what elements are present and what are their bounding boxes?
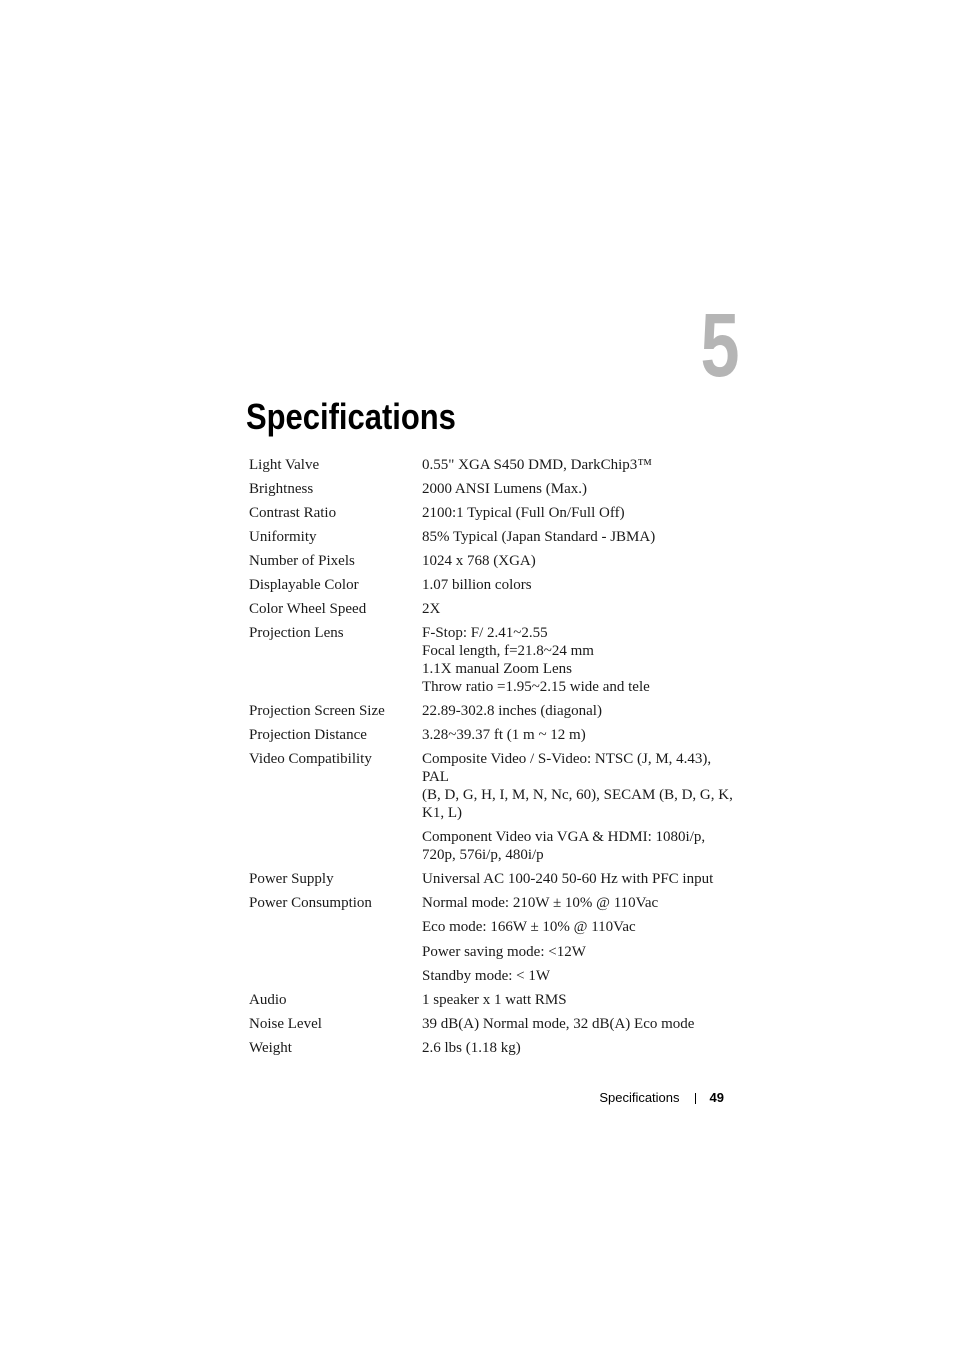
spec-value: Normal mode: 210W ± 10% @ 110Vac <box>422 895 659 911</box>
spec-values <box>422 456 739 474</box>
spec-label: Power Consumption <box>249 895 372 911</box>
spec-value: 2100:1 Typical (Full On/Full Off) <box>422 505 625 521</box>
spec-value: Composite Video / S-Video: NTSC (J, M, 4.43), PAL <box>422 751 712 785</box>
spec-values <box>422 894 739 985</box>
spec-value: 1 speaker x 1 watt RMS <box>422 992 567 1008</box>
spec-values <box>422 624 739 696</box>
footer-page-number: 49 <box>709 1090 724 1105</box>
spec-values <box>422 504 739 522</box>
spec-values <box>422 1039 739 1057</box>
spec-value: 85% Typical (Japan Standard - JBMA) <box>422 529 656 545</box>
spec-values <box>422 702 739 720</box>
spec-value: Component Video via VGA & HDMI: 1080i/p, <box>422 829 706 845</box>
spec-values <box>422 600 739 618</box>
spec-row-color-wheel-speed <box>249 600 739 618</box>
spec-value: 22.89-302.8 inches (diagonal) <box>422 703 602 719</box>
spec-row-audio <box>249 991 739 1009</box>
spec-row-weight <box>249 1039 739 1057</box>
spec-label: Displayable Color <box>249 577 359 593</box>
spec-values <box>422 870 739 888</box>
spec-value: Focal length, f=21.8~24 mm <box>422 643 594 659</box>
spec-value: Eco mode: 166W ± 10% @ 110Vac <box>422 919 636 935</box>
spec-value: 2000 ANSI Lumens (Max.) <box>422 481 587 497</box>
spec-values <box>422 576 739 594</box>
spec-value: (B, D, G, H, I, M, N, Nc, 60), SECAM (B, D, G, K, <box>422 787 733 803</box>
spec-label: Audio <box>249 992 287 1008</box>
spec-value: 1.07 billion colors <box>422 577 532 593</box>
spec-label: Projection Lens <box>249 625 344 641</box>
spec-row-projection-distance <box>249 726 739 744</box>
spec-value: F-Stop: F/ 2.41~2.55 <box>422 625 548 641</box>
spec-table <box>249 456 739 1063</box>
spec-value: 0.55" XGA S450 DMD, DarkChip3™ <box>422 457 652 473</box>
spec-label: Projection Distance <box>249 727 367 743</box>
spec-label: Uniformity <box>249 529 317 545</box>
spec-value: Power saving mode: <12W <box>422 944 586 960</box>
page-footer <box>599 1088 724 1108</box>
spec-value: 2X <box>422 601 441 617</box>
spec-row-power-consumption <box>249 894 739 985</box>
spec-value: 720p, 576i/p, 480i/p <box>422 847 544 863</box>
spec-row-brightness <box>249 480 739 498</box>
spec-label: Contrast Ratio <box>249 505 337 521</box>
spec-values <box>422 726 739 744</box>
spec-value: Throw ratio =1.95~2.15 wide and tele <box>422 679 650 695</box>
spec-value: 39 dB(A) Normal mode, 32 dB(A) Eco mode <box>422 1016 695 1032</box>
footer-divider <box>695 1093 696 1104</box>
spec-values <box>422 1015 739 1033</box>
spec-values <box>422 750 739 864</box>
spec-row-noise-level <box>249 1015 739 1033</box>
spec-value: K1, L) <box>422 805 462 821</box>
spec-values <box>422 480 739 498</box>
spec-label: Noise Level <box>249 1016 322 1032</box>
spec-value: 1.1X manual Zoom Lens <box>422 661 572 677</box>
spec-label: Light Valve <box>249 457 320 473</box>
spec-row-number-of-pixels <box>249 552 739 570</box>
spec-label: Number of Pixels <box>249 553 355 569</box>
footer-section-title: Specifications <box>599 1090 680 1105</box>
spec-row-uniformity <box>249 528 739 546</box>
spec-label: Projection Screen Size <box>249 703 385 719</box>
spec-row-projection-lens <box>249 624 739 696</box>
spec-value: 2.6 lbs (1.18 kg) <box>422 1040 521 1056</box>
spec-row-projection-screen-size <box>249 702 739 720</box>
chapter-number: 5 <box>700 296 738 396</box>
spec-value: Standby mode: < 1W <box>422 968 551 984</box>
spec-values <box>422 528 739 546</box>
spec-label: Weight <box>249 1040 292 1056</box>
spec-label: Power Supply <box>249 871 334 887</box>
spec-row-displayable-color <box>249 576 739 594</box>
spec-label: Brightness <box>249 481 314 497</box>
page-title: Specifications <box>246 396 456 437</box>
spec-values <box>422 552 739 570</box>
spec-value: 3.28~39.37 ft (1 m ~ 12 m) <box>422 727 586 743</box>
spec-label: Color Wheel Speed <box>249 601 367 617</box>
spec-row-contrast-ratio <box>249 504 739 522</box>
spec-value: 1024 x 768 (XGA) <box>422 553 536 569</box>
spec-row-video-compatibility <box>249 750 739 864</box>
spec-row-light-valve <box>249 456 739 474</box>
spec-row-power-supply <box>249 870 739 888</box>
spec-value: Universal AC 100-240 50-60 Hz with PFC input <box>422 871 714 887</box>
spec-label: Video Compatibility <box>249 751 372 767</box>
spec-values <box>422 991 739 1009</box>
